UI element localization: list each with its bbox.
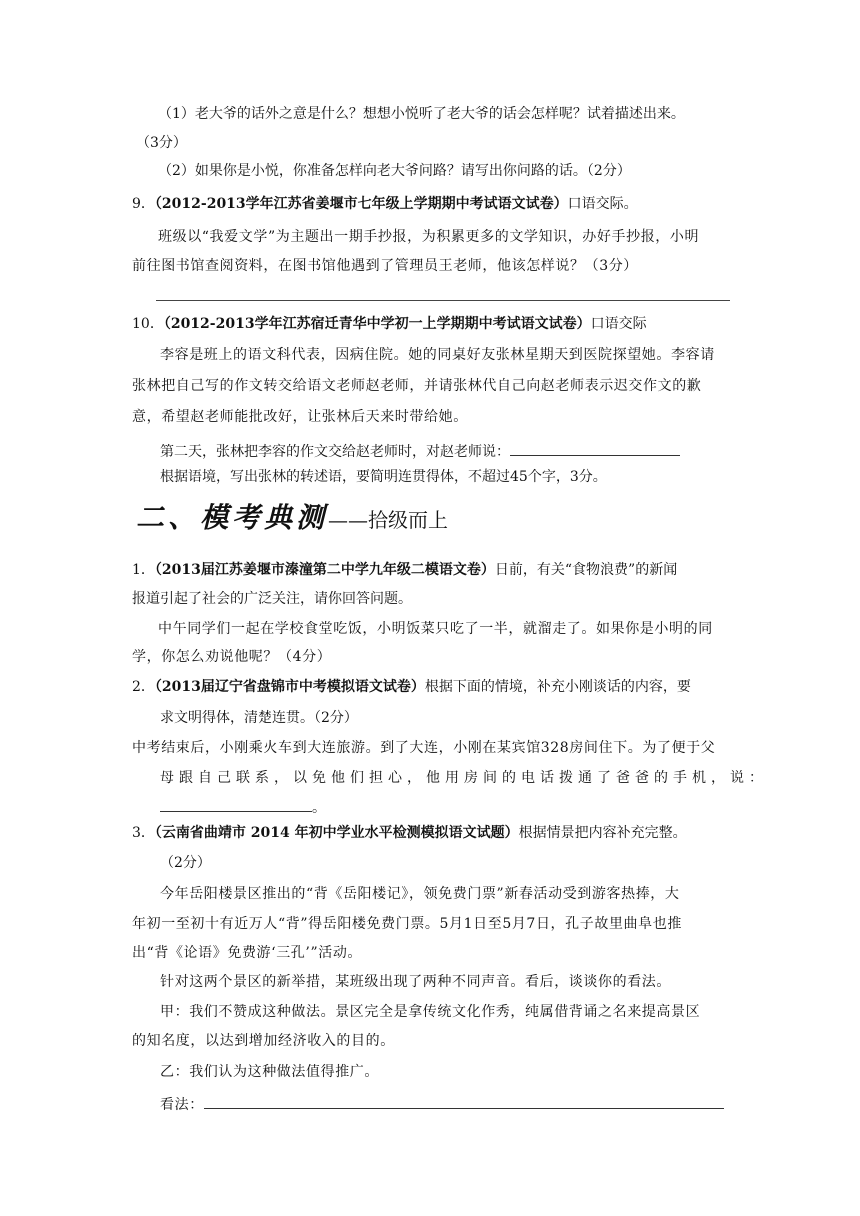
question-2-text: （2）如果你是小悦，你准备怎样向老大爷问路？请写出你问路的话。（2分） bbox=[158, 163, 631, 179]
problem-10-line-3: 意，希望赵老师能批改好，让张林后天来时带给她。 bbox=[132, 409, 468, 425]
problem-10-line-1: 李容是班上的语文科代表，因病住院。她的同桌好友张林星期天到医院探望她。李容请 bbox=[160, 347, 715, 363]
problem-9-line-1: 班级以“我爱文学”为主题出一期手抄报，为积累更多的文学知识，办好手抄报，小明 bbox=[158, 229, 700, 245]
problem-10-source: （2012-2013学年江苏宿迁青华中学初一上学期期中考试语文试卷） bbox=[163, 316, 591, 332]
problem-10-type: 口语交际 bbox=[590, 316, 647, 332]
exam-3-opinion-blank bbox=[204, 1094, 724, 1109]
problem-9-source: （2012-2013学年江苏省姜堰市七年级上学期期中考试语文试卷） bbox=[154, 196, 568, 212]
problem-9-heading bbox=[132, 197, 638, 211]
exam-2-number: 2． bbox=[132, 679, 155, 695]
exam-1-line-3: 学，你怎么劝说他呢？（4分） bbox=[132, 649, 332, 665]
exam-3-line-2: 年初一至初十有近万人“背”得岳阳楼免费门票。5月1日至5月7日，孔子故里曲阜也推 bbox=[132, 916, 682, 932]
exam-2-blank bbox=[160, 797, 312, 812]
exam-2-line-1: 求文明得体，清楚连贯。（2分） bbox=[160, 710, 358, 726]
exam-3-number: 3． bbox=[132, 825, 155, 841]
exam-3-line-7: 乙：我们认为这种做法值得推广。 bbox=[160, 1064, 379, 1080]
question-1-text: （1）老大爷的话外之意是什么？想想小悦听了老大爷的话会怎样呢？试着描述出来。 bbox=[158, 106, 685, 122]
problem-10-line-4 bbox=[160, 441, 680, 459]
exam-3-line-6: 的知名度，以达到增加经济收入的目的。 bbox=[132, 1033, 395, 1049]
problem-10-number: 10． bbox=[132, 316, 164, 332]
exam-3-line-4: 针对这两个景区的新举措，某班级出现了两种不同声音。看后，谈谈你的看法。 bbox=[160, 974, 671, 990]
exam-2-source: （2013届辽宁省盘锦市中考模拟语文试卷） bbox=[154, 679, 425, 695]
exam-3-score: （2分） bbox=[160, 855, 211, 871]
exam-3-opinion-label: 看法： bbox=[160, 1097, 204, 1113]
answer-line bbox=[156, 300, 730, 301]
exam-3-line-8 bbox=[160, 1094, 724, 1112]
problem-10-heading bbox=[132, 317, 647, 331]
section-heading bbox=[136, 501, 449, 534]
exam-1-intro: 日前，有关“食物浪费”的新闻 bbox=[494, 562, 678, 578]
problem-10-blank bbox=[510, 441, 680, 456]
exam-3-intro: 根据情景把内容补充完整。 bbox=[518, 825, 687, 841]
problem-9-number: 9． bbox=[132, 196, 155, 212]
exam-2-line-4 bbox=[160, 797, 326, 815]
problem-10-line-5: 根据语境，写出张林的转述语，要简明连贯得体，不超过45个字，3分。 bbox=[160, 469, 607, 485]
exam-3-line-1: 今年岳阳楼景区推出的“背《岳阳楼记》，领免费门票”新春活动受到游客热捧，大 bbox=[160, 886, 680, 902]
section-subtitle: ——拾级而上 bbox=[328, 508, 449, 532]
problem-9-line-2: 前往图书馆查阅资料，在图书馆他遇到了管理员王老师，他该怎样说？（3分） bbox=[132, 258, 638, 274]
exam-1-line-2: 中午同学们一起在学校食堂吃饭，小明饭菜只吃了一半，就溜走了。如果你是小明的同 bbox=[158, 621, 713, 637]
exam-3-heading bbox=[132, 826, 687, 840]
exam-3-line-5: 甲：我们不赞成这种做法。景区完全是拿传统文化作秀，纯属借背诵之名来提高景区 bbox=[160, 1004, 701, 1020]
exam-2-heading bbox=[132, 680, 691, 694]
problem-9-type: 口语交际。 bbox=[567, 196, 638, 212]
exam-2-intro: 根据下面的情境，补充小刚谈话的内容，要 bbox=[424, 679, 691, 695]
exam-2-line-2: 中考结束后，小刚乘火车到大连旅游。到了大连，小刚在某宾馆328房间住下。为了便于父 bbox=[132, 740, 716, 756]
section-title: 二、模考典测 bbox=[136, 501, 329, 534]
question-1-score: （3分） bbox=[136, 135, 187, 151]
problem-10-prompt: 第二天，张林把李容的作文交给赵老师时，对赵老师说： bbox=[160, 444, 510, 460]
exam-2-end-mark: 。 bbox=[312, 800, 326, 816]
exam-1-heading bbox=[132, 563, 677, 577]
exam-1-number: 1． bbox=[132, 562, 155, 578]
exam-2-line-3: 母跟自己联系，以免他们担心，他用房间的电话拨通了爸爸的手机，说： bbox=[160, 770, 768, 786]
problem-10-line-2: 张林把自己写的作文转交给语文老师赵老师，并请张林代自己向赵老师表示迟交作文的歉 bbox=[132, 378, 702, 394]
exam-1-line-1: 报道引起了社会的广泛关注，请你回答问题。 bbox=[132, 591, 412, 607]
exam-3-source: （云南省曲靖市 2014 年初中学业水平检测模拟语文试题） bbox=[154, 825, 519, 841]
exam-1-source: （2013届江苏姜堰市溱潼第二中学九年级二模语文卷） bbox=[154, 562, 495, 578]
exam-3-line-3: 出“背《论语》免费游‘三孔’”活动。 bbox=[132, 945, 363, 961]
